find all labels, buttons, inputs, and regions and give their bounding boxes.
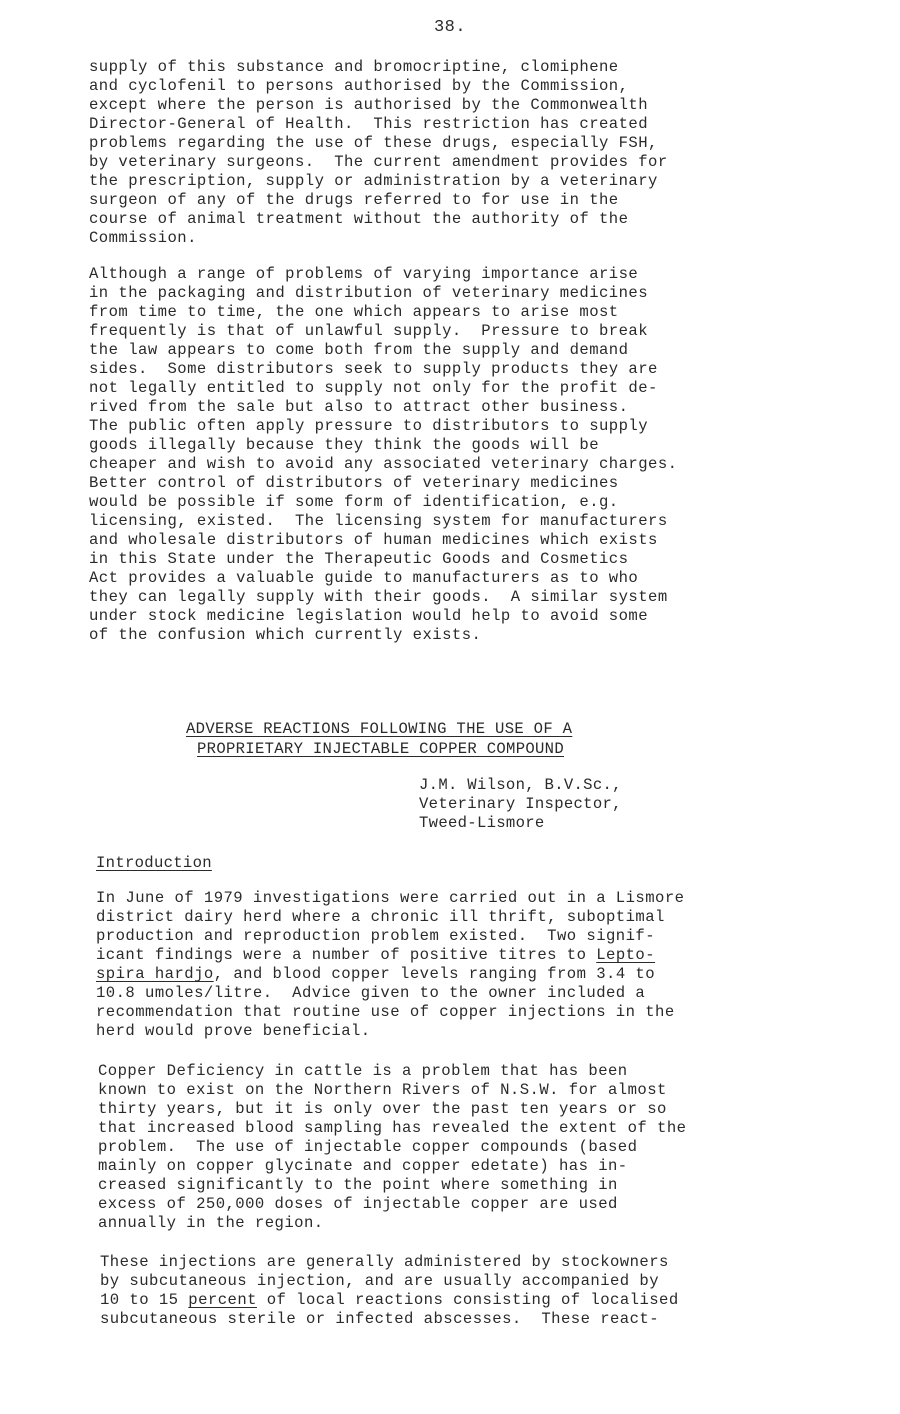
text-line: Copper Deficiency in cattle is a problem that has been — [98, 1062, 628, 1080]
text-line: and wholesale distributors of human medicines which exists — [89, 531, 658, 549]
text-line: cheaper and wish to avoid any associated veterinary charges. — [89, 455, 678, 473]
text-line: the prescription, supply or administration by a veterinary — [89, 172, 658, 190]
text-line: Although a range of problems of varying importance arise — [89, 265, 639, 283]
text-line: in the packaging and distribution of veterinary medicines — [89, 284, 649, 302]
text-line: they can legally supply with their goods. A similar system — [89, 588, 668, 606]
text-line: licensing, existed. The licensing system for manufacturers — [89, 512, 668, 530]
text-line: subcutaneous sterile or infected abscesses. These react- — [100, 1310, 660, 1328]
text-line: except where the person is authorised by the Commonwealth — [89, 96, 649, 114]
text-line: the law appears to come both from the supply and demand — [89, 341, 629, 359]
text-line: by veterinary surgeons. The current amendment provides for — [89, 153, 668, 171]
text-line: Commission. — [89, 229, 197, 247]
text-line: These injections are generally administered by stockowners — [100, 1253, 669, 1271]
text-line: herd would prove beneficial. — [96, 1022, 371, 1040]
text-line: creased significantly to the point where something in — [98, 1176, 618, 1194]
paragraph-copper-deficiency — [98, 1062, 686, 1233]
text-line: from time to time, the one which appears to arise most — [89, 303, 619, 321]
article-title-line: PROPRIETARY INJECTABLE COPPER COMPOUND — [197, 740, 564, 758]
text-segment: icant findings were a number of positive titres to — [96, 946, 597, 964]
page-number: 38. — [433, 18, 467, 37]
text-segment: of local reactions consisting of localised — [256, 1291, 679, 1309]
text-segment: 10 to 15 — [100, 1291, 189, 1309]
underlined-species-name: Lepto- — [596, 946, 656, 964]
text-line: Better control of distributors of veterinary medicines — [89, 474, 619, 492]
text-line: recommendation that routine use of copper injections in the — [96, 1003, 675, 1021]
text-line: annually in the region. — [98, 1214, 324, 1232]
underlined-species-name: spira hardjo — [96, 965, 214, 983]
underlined-word: percent — [188, 1291, 257, 1309]
article-title-line: ADVERSE REACTIONS FOLLOWING THE USE OF A — [186, 720, 573, 738]
text-line: that increased blood sampling has revealed the extent of the — [98, 1119, 687, 1137]
paragraph-unlawful-supply — [89, 265, 677, 645]
text-line: under stock medicine legislation would help to avoid some — [89, 607, 649, 625]
text-line: thirty years, but it is only over the past ten years or so — [98, 1100, 667, 1118]
text-line: supply of this substance and bromocriptine, clomiphene — [89, 58, 619, 76]
text-line: problem. The use of injectable copper compounds (based — [98, 1138, 638, 1156]
author-location: Tweed-Lismore — [419, 814, 545, 832]
text-line: and cyclofenil to persons authorised by the Commission, — [89, 77, 629, 95]
paragraph-introduction — [96, 889, 684, 1041]
text-line: would be possible if some form of identification, e.g. — [89, 493, 619, 511]
text-line: by subcutaneous injection, and are usually accompanied by — [100, 1272, 660, 1290]
text-line: mainly on copper glycinate and copper edetate) has in- — [98, 1157, 628, 1175]
text-line: rived from the sale but also to attract other business. — [89, 398, 629, 416]
section-title-introduction: Introduction — [96, 854, 212, 872]
text-line: production and reproduction problem existed. Two signif- — [96, 927, 656, 945]
text-line: excess of 250,000 doses of injectable copper are used — [98, 1195, 618, 1213]
section-heading — [96, 854, 212, 873]
text-line: goods illegally because they think the goods will be — [89, 436, 600, 454]
text-line: known to exist on the Northern Rivers of N.S.W. for almost — [98, 1081, 667, 1099]
text-line: In June of 1979 investigations were carried out in a Lismore — [96, 889, 685, 907]
author-block — [419, 776, 622, 833]
text-segment: , and blood copper levels ranging from 3.4 to — [213, 965, 656, 983]
text-line: 10.8 umoles/litre. Advice given to the owner included a — [96, 984, 646, 1002]
text-line: district dairy herd where a chronic ill thrift, suboptimal — [96, 908, 665, 926]
paragraph-injections — [100, 1253, 679, 1329]
text-line: Director-General of Health. This restriction has created — [89, 115, 649, 133]
text-line: Act provides a valuable guide to manufacturers as to who — [89, 569, 639, 587]
text-line: course of animal treatment without the authority of the — [89, 210, 629, 228]
author-name: J.M. Wilson, B.V.Sc., — [419, 776, 622, 794]
text-line: in this State under the Therapeutic Goods and Cosmetics — [89, 550, 629, 568]
author-title: Veterinary Inspector, — [419, 795, 622, 813]
text-line: problems regarding the use of these drugs, especially FSH, — [89, 134, 658, 152]
text-line: of the confusion which currently exists. — [89, 626, 482, 644]
text-line: frequently is that of unlawful supply. Pressure to break — [89, 322, 649, 340]
text-line: The public often apply pressure to distributors to supply — [89, 417, 649, 435]
text-line: surgeon of any of the drugs referred to for use in the — [89, 191, 619, 209]
paragraph-continued — [89, 58, 668, 248]
text-line — [96, 965, 684, 984]
text-line: not legally entitled to supply not only for the profit de- — [89, 379, 658, 397]
text-line: sides. Some distributors seek to supply products they are — [89, 360, 658, 378]
text-line — [100, 1291, 679, 1310]
text-line — [96, 946, 684, 965]
